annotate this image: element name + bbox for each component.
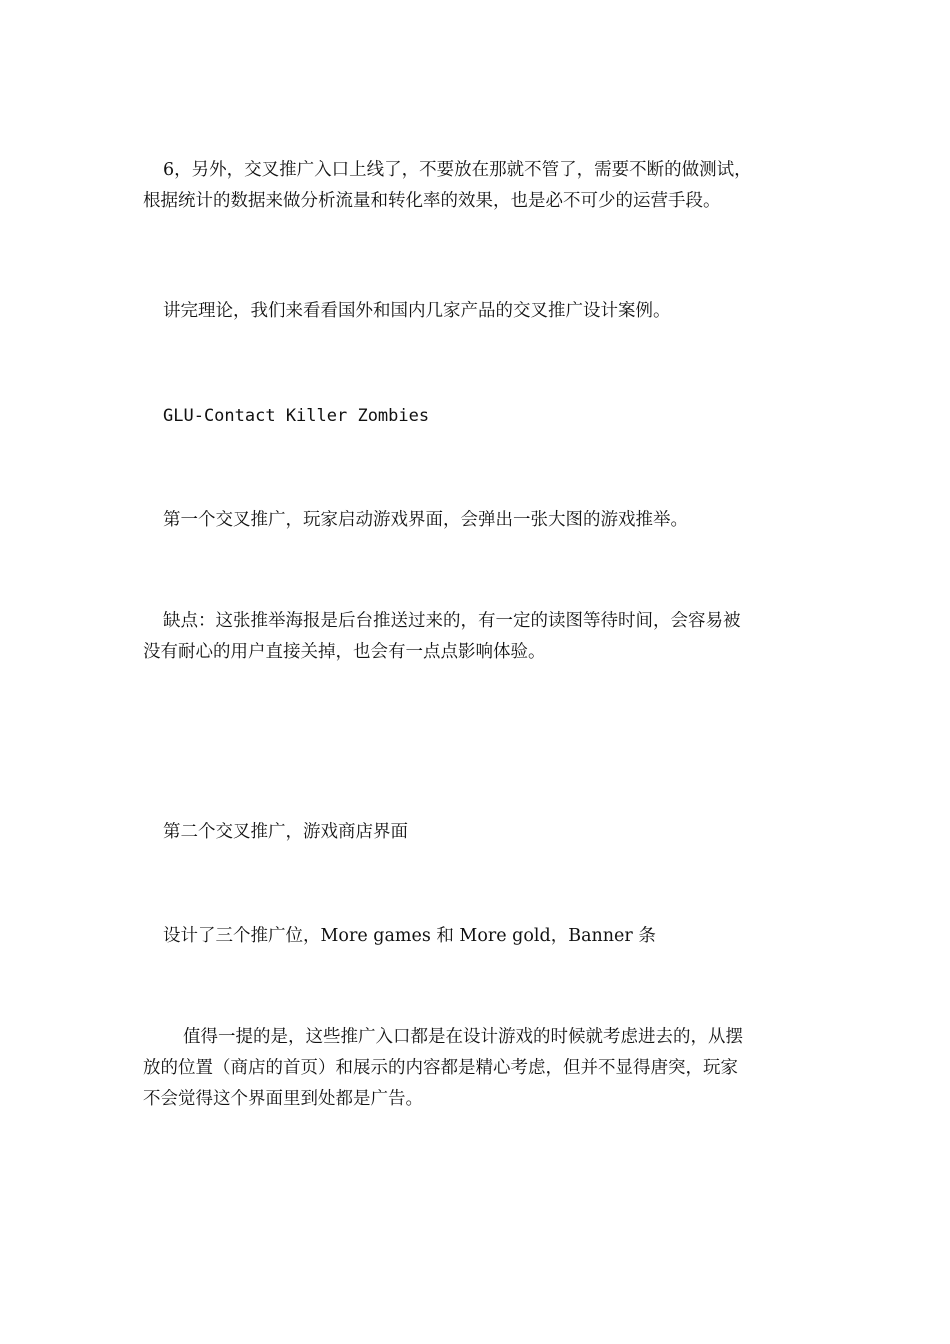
paragraph-line: GLU-Contact Killer Zombies: [163, 406, 430, 426]
paragraph-line: 讲完理论，我们来看看国外和国内几家产品的交叉推广设计案例。: [163, 301, 671, 321]
paragraph-line: 没有耐心的用户直接关掉，也会有一点点影响体验。: [143, 642, 546, 662]
paragraph-line: 不会觉得这个界面里到处都是广告。: [143, 1089, 423, 1109]
paragraph-line: 放的位置（商店的首页）和展示的内容都是精心考虑，但并不显得唐突，玩家: [143, 1058, 738, 1078]
paragraph-testing-and-operations: [143, 155, 803, 217]
paragraph-line: 第二个交叉推广，游戏商店界面: [163, 822, 408, 842]
paragraph-line: 缺点：这张推举海报是后台推送过来的，有一定的读图等待时间，会容易被: [163, 611, 741, 631]
paragraph-line: 设计了三个推广位，More games 和 More gold，Banner 条: [163, 926, 656, 946]
paragraph-line: 值得一提的是，这些推广入口都是在设计游戏的时候就考虑进去的，从摆: [183, 1027, 743, 1047]
paragraph-first-cross-promo: [143, 505, 803, 536]
paragraph-three-promo-slots: [143, 921, 803, 952]
paragraph-line: 第一个交叉推广，玩家启动游戏界面，会弹出一张大图的游戏推举。: [163, 510, 688, 530]
section-heading-glu-contact-killer-zombies: [143, 401, 803, 432]
paragraph-drawbacks: [143, 606, 803, 668]
paragraph-line: 根据统计的数据来做分析流量和转化率的效果，也是必不可少的运营手段。: [143, 191, 721, 211]
paragraph-design-consideration: [143, 1022, 803, 1115]
paragraph-second-cross-promo: [143, 817, 803, 848]
paragraph-case-intro: [143, 296, 803, 327]
paragraph-line: 6，另外，交叉推广入口上线了，不要放在那就不管了，需要不断的做测试，: [163, 160, 752, 180]
